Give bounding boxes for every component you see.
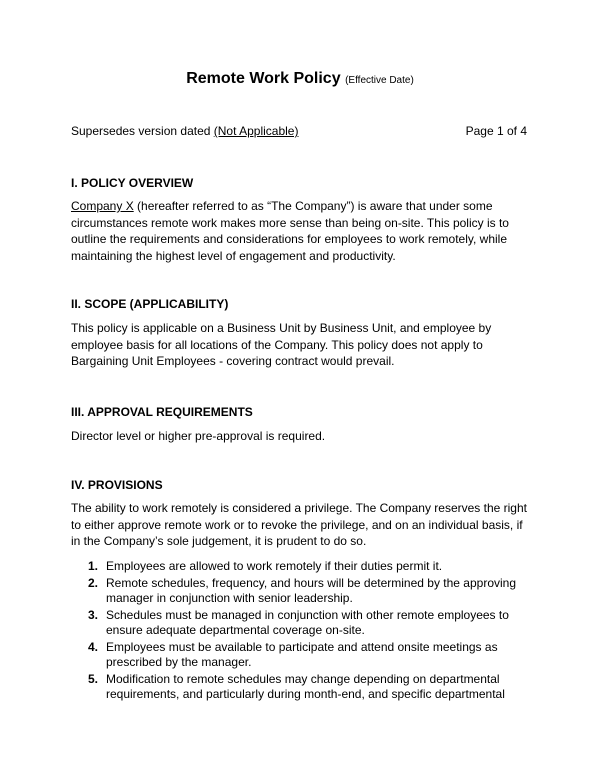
scope-paragraph: This policy is applicable on a Business Unit by Business Unit, and employee by employee basis for all locations of the Company. This policy does not apply to Bargaining Unit Employees - covering contract would prevail.	[71, 321, 492, 368]
supersedes-value: (Not Applicable)	[213, 124, 299, 138]
page-number: Page 1 of 4	[465, 124, 527, 138]
section-heading-provisions: IV. PROVISIONS	[71, 478, 163, 492]
effective-date: (Effective Date)	[345, 75, 414, 86]
list-item: 1. Employees are allowed to work remotely if their duties permit it.	[88, 559, 443, 573]
document-meta	[71, 124, 527, 138]
company-name: Company X	[71, 199, 134, 213]
section-heading-approval: III. APPROVAL REQUIREMENTS	[71, 405, 253, 419]
list-item: 3. Schedules must be managed in conjunction with other remote employees to ensure adequate departmental coverage on-site.	[88, 607, 509, 637]
supersedes-label: Supersedes version dated	[71, 124, 214, 138]
overview-paragraph	[71, 198, 531, 264]
provisions-list	[88, 559, 528, 704]
provisions-paragraph: The ability to work remotely is considered a privilege. The Company reserves the right to either approve remote work or to revoke the privilege, and on an individual basis, if in the Company’s sole judgement, it is prudent to do so.	[71, 501, 527, 548]
list-item: 4. Employees must be available to participate and attend onsite meetings as prescribed by the manager.	[88, 639, 498, 669]
approval-paragraph: Director level or higher pre-approval is required.	[71, 429, 326, 443]
section-heading-overview: I. POLICY OVERVIEW	[71, 176, 194, 190]
list-item: 5. Modification to remote schedules may change depending on departmental requirements, and particularly during month-end, and specific departmental	[88, 671, 505, 701]
section-heading-scope: II. SCOPE (APPLICABILITY)	[71, 297, 229, 311]
title-text: Remote Work Policy	[186, 70, 341, 87]
document-title	[0, 70, 600, 88]
overview-text: (hereafter referred to as “The Company”) is aware that under some circumstances remote work makes more sense than being on-site. This policy is to outline the requirements and considerations for employees to work remotely, while maintaining the highest level of engagement and productivity.	[71, 199, 509, 263]
list-item: 2. Remote schedules, frequency, and hours will be determined by the approving manager in conjunction with senior leadership.	[88, 575, 517, 605]
